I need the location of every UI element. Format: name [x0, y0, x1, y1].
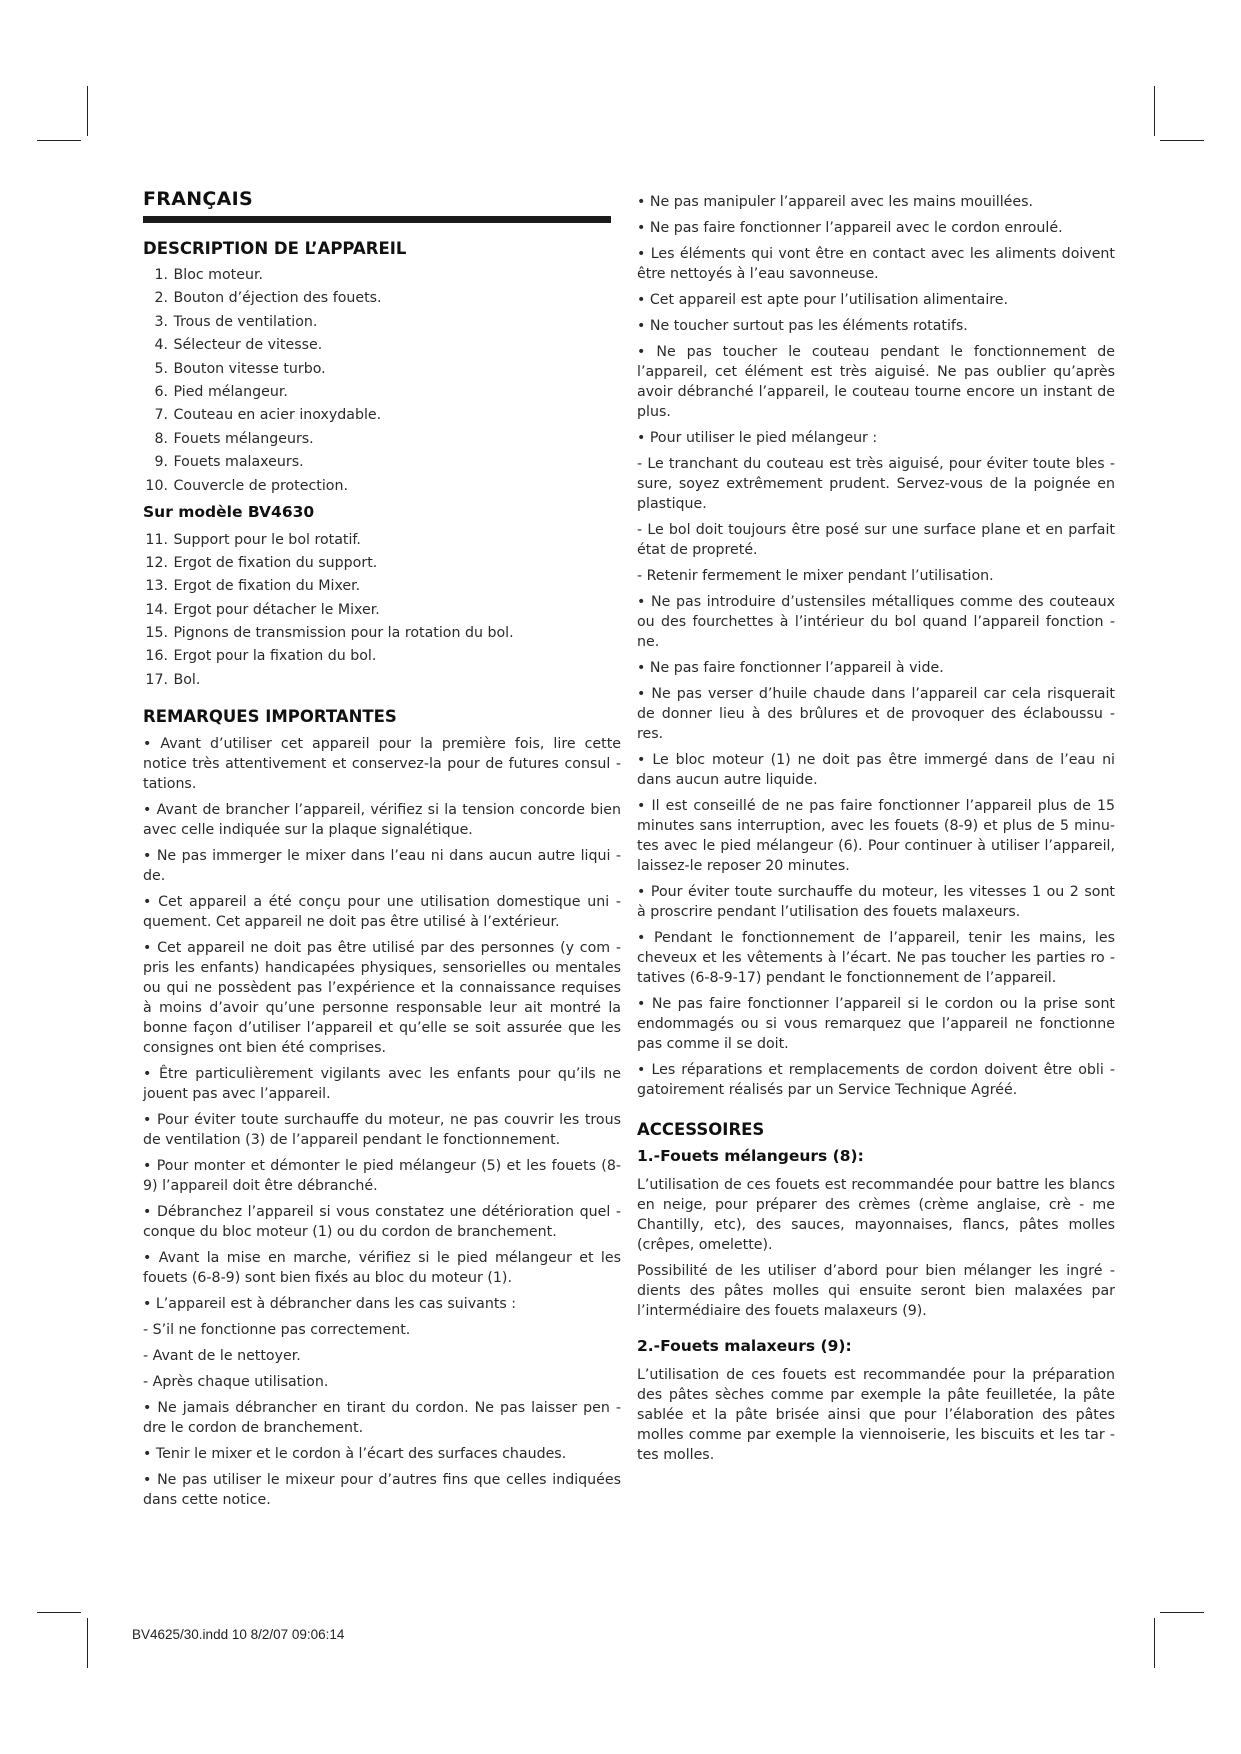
paragraph: • Les réparations et remplacements de cordon doivent être obli - gatoirement réalisés par un Service Technique Agréé.: [637, 1062, 1115, 1098]
list-item: 14. Ergot pour détacher le Mixer.: [145, 601, 380, 618]
list-item: 4. Sélecteur de vitesse.: [154, 337, 323, 354]
list-item: 12. Ergot de fixation du support.: [145, 554, 378, 571]
model-parts-list: [143, 531, 621, 689]
paragraph: Possibilité de les utiliser d’abord pour bien mélanger les ingré - dients des pâtes molles qui ensuite seront bien malaxées par l’intermédiaire des fouets malaxeurs (9).: [637, 1263, 1115, 1319]
paragraph: • Débranchez l’appareil si vous constatez une détérioration quel - conque du bloc moteur (1) ou du cordon de branchement.: [143, 1203, 621, 1240]
paragraph: - Avant de le nettoyer.: [143, 1347, 301, 1364]
list-item: 9. Fouets malaxeurs.: [154, 454, 304, 471]
crop-mark-bottom-left-horizontal: [37, 1612, 81, 1613]
parts-list: [143, 266, 621, 495]
paragraph: • Ne pas verser d’huile chaude dans l’appareil car cela risquerait de donner lieu à des brûlures et de provoquer des éclaboussu - res.: [637, 686, 1115, 742]
paragraph: L’utilisation de ces fouets est recommandée pour la préparation des pâtes sèches comme par exemple la pâte feuilletée, la pâte sablée et la pâte brisée ainsi que pour l’élaboration des pâtes molles comme par exemple la viennoiserie, les biscuits et les tar - tes molles.: [637, 1367, 1115, 1463]
paragraph: • Pour monter et démonter le pied mélangeur (5) et les fouets (8-9) l’appareil doit être débranché.: [143, 1157, 621, 1194]
accessoires-heading: ACCESSOIRES: [637, 1120, 765, 1139]
list-item: 17. Bol.: [145, 671, 201, 688]
paragraph: • Cet appareil a été conçu pour une utilisation domestique uni - quement. Cet appareil ne doit pas être utilisé à l’extérieur.: [143, 893, 621, 930]
right-column: [637, 192, 1115, 1471]
paragraph: • Ne pas immerger le mixer dans l’eau ni dans aucun autre liqui - de.: [143, 847, 621, 884]
left-column: [143, 188, 621, 1516]
list-item: 1. Bloc moteur.: [154, 267, 264, 283]
paragraph: • Cet appareil ne doit pas être utilisé par des personnes (y com - pris les enfants) handicapées physiques, sensorielles ou mentales ou qui ne possèdent pas l’expérience et la connaissance requises à moins d’avoir qu’une personne responsable leur ait montré la bonne façon d’utiliser l’appareil et qu’elle se soit assurée que les consignes ont bien été comprises.: [143, 939, 621, 1056]
paragraph: • Tenir le mixer et le cordon à l’écart des surfaces chaudes.: [143, 1445, 567, 1462]
paragraph: • Ne pas faire fonctionner l’appareil si le cordon ou la prise sont endommagés ou si vous remarquez que l’appareil ne fonctionne pas comme il se doit.: [637, 996, 1115, 1052]
list-item: 3. Trous de ventilation.: [154, 313, 318, 330]
list-item: 6. Pied mélangeur.: [154, 383, 288, 400]
paragraph: • Il est conseillé de ne pas faire fonctionner l’appareil plus de 15 minutes sans interruption, avec les fouets (8-9) et plus de 5 minu- tes avec le pied mélangeur (6). Pour continuer à utiliser l’appareil, laissez-le reposer 20 minutes.: [637, 798, 1115, 874]
paragraph: • Ne pas introduire d’ustensiles métalliques comme des couteaux ou des fourchettes à l’intérieur du bol quand l’appareil fonction - ne.: [637, 594, 1115, 650]
crop-mark-top-left-vertical: [87, 86, 88, 136]
paragraph: • Ne jamais débrancher en tirant du cordon. Ne pas laisser pen - dre le cordon de branchement.: [143, 1399, 621, 1436]
print-slug: BV4625/30.indd 10 8/2/07 09:06:14: [132, 1627, 345, 1642]
paragraph: - S’il ne fonctionne pas correctement.: [143, 1321, 411, 1338]
list-item: 11. Support pour le bol rotatif.: [145, 531, 361, 548]
list-item: 2. Bouton d’éjection des fouets.: [154, 290, 382, 307]
paragraph: • Les éléments qui vont être en contact avec les aliments doivent être nettoyés à l’eau savonneuse.: [637, 246, 1115, 282]
language-rule: [143, 216, 611, 223]
paragraph: - Retenir fermement le mixer pendant l’utilisation.: [637, 568, 994, 584]
paragraph: • Le bloc moteur (1) ne doit pas être immergé dans de l’eau ni dans aucun autre liquide.: [637, 752, 1115, 788]
list-item: 13. Ergot de fixation du Mixer.: [145, 578, 361, 595]
description-heading: DESCRIPTION DE L’APPAREIL: [143, 239, 407, 258]
paragraph: • Cet appareil est apte pour l’utilisation alimentaire.: [637, 292, 1009, 308]
crop-mark-bottom-right-vertical: [1154, 1618, 1155, 1668]
paragraph: • Ne pas utiliser le mixeur pour d’autres fins que celles indiquées dans cette notice.: [143, 1471, 621, 1508]
accessory-2-heading: 2.-Fouets malaxeurs (9):: [637, 1337, 852, 1355]
paragraph: • Avant d’utiliser cet appareil pour la première fois, lire cette notice très attentivement et conservez-la pour de futures consul - tations.: [143, 735, 621, 792]
paragraph: - Le bol doit toujours être posé sur une surface plane et en parfait état de propreté.: [637, 522, 1115, 558]
paragraph: L’utilisation de ces fouets est recommandée pour battre les blancs en neige, pour préparer des crèmes (crème anglaise, crè - me Chantilly, etc), des sauces, mayonnaises, flancs, pâtes molles (crêpes, omelette).: [637, 1177, 1115, 1253]
paragraph: • Avant la mise en marche, vérifiez si le pied mélangeur et les fouets (6-8-9) sont bien fixés au bloc du moteur (1).: [143, 1249, 621, 1286]
paragraph: - Après chaque utilisation.: [143, 1373, 329, 1390]
list-item: 8. Fouets mélangeurs.: [154, 430, 314, 447]
paragraph: • Avant de brancher l’appareil, vérifiez si la tension concorde bien avec celle indiquée sur la plaque signalétique.: [143, 801, 621, 838]
paragraph: - Le tranchant du couteau est très aiguisé, pour éviter toute bles - sure, soyez extrêmement prudent. Servez-vous de la poignée en plastique.: [637, 456, 1115, 512]
crop-mark-top-right-vertical: [1154, 86, 1155, 136]
paragraph: • Ne pas manipuler l’appareil avec les mains mouillées.: [637, 194, 1034, 210]
paragraph: • Ne pas faire fonctionner l’appareil à vide.: [637, 660, 944, 676]
crop-mark-top-right-horizontal: [1160, 140, 1204, 141]
list-item: 16. Ergot pour la fixation du bol.: [145, 648, 377, 665]
list-item: 10. Couvercle de protection.: [145, 477, 348, 494]
language-title: FRANÇAIS: [143, 188, 254, 210]
crop-mark-top-left-horizontal: [37, 140, 81, 141]
paragraph: • Pour éviter toute surchauffe du moteur, ne pas couvrir les trous de ventilation (3) de l’appareil pendant le fonctionnement.: [143, 1111, 621, 1148]
accessory-1-heading: 1.-Fouets mélangeurs (8):: [637, 1147, 864, 1165]
paragraph: • Ne pas faire fonctionner l’appareil avec le cordon enroulé.: [637, 220, 1063, 236]
paragraph: • Pour utiliser le pied mélangeur :: [637, 430, 878, 446]
crop-mark-bottom-left-vertical: [87, 1618, 88, 1668]
list-item: 5. Bouton vitesse turbo.: [154, 360, 326, 377]
remarques-heading: REMARQUES IMPORTANTES: [143, 706, 397, 726]
paragraph: • L’appareil est à débrancher dans les cas suivants :: [143, 1295, 517, 1312]
crop-mark-bottom-right-horizontal: [1160, 1612, 1204, 1613]
paragraph: • Pour éviter toute surchauffe du moteur, les vitesses 1 ou 2 sont à proscrire pendant l’utilisation des fouets malaxeurs.: [637, 884, 1115, 920]
list-item: 15. Pignons de transmission pour la rotation du bol.: [145, 625, 514, 642]
paragraph: • Pendant le fonctionnement de l’appareil, tenir les mains, les cheveux et les vêtements à l’écart. Ne pas toucher les parties ro - tatives (6-8-9-17) pendant le fonctionnement de l’appareil.: [637, 930, 1115, 986]
model-heading: Sur modèle BV4630: [143, 502, 315, 521]
paragraph: • Ne pas toucher le couteau pendant le fonctionnement de l’appareil, cet élément est très aiguisé. Ne pas oublier qu’après avoir débranché l’appareil, le couteau tourne encore un instant de plus.: [637, 344, 1115, 420]
paragraph: • Être particulièrement vigilants avec les enfants pour qu’ils ne jouent pas avec l’appareil.: [143, 1065, 621, 1102]
paragraph: • Ne toucher surtout pas les éléments rotatifs.: [637, 318, 968, 334]
list-item: 7. Couteau en acier inoxydable.: [154, 407, 382, 424]
